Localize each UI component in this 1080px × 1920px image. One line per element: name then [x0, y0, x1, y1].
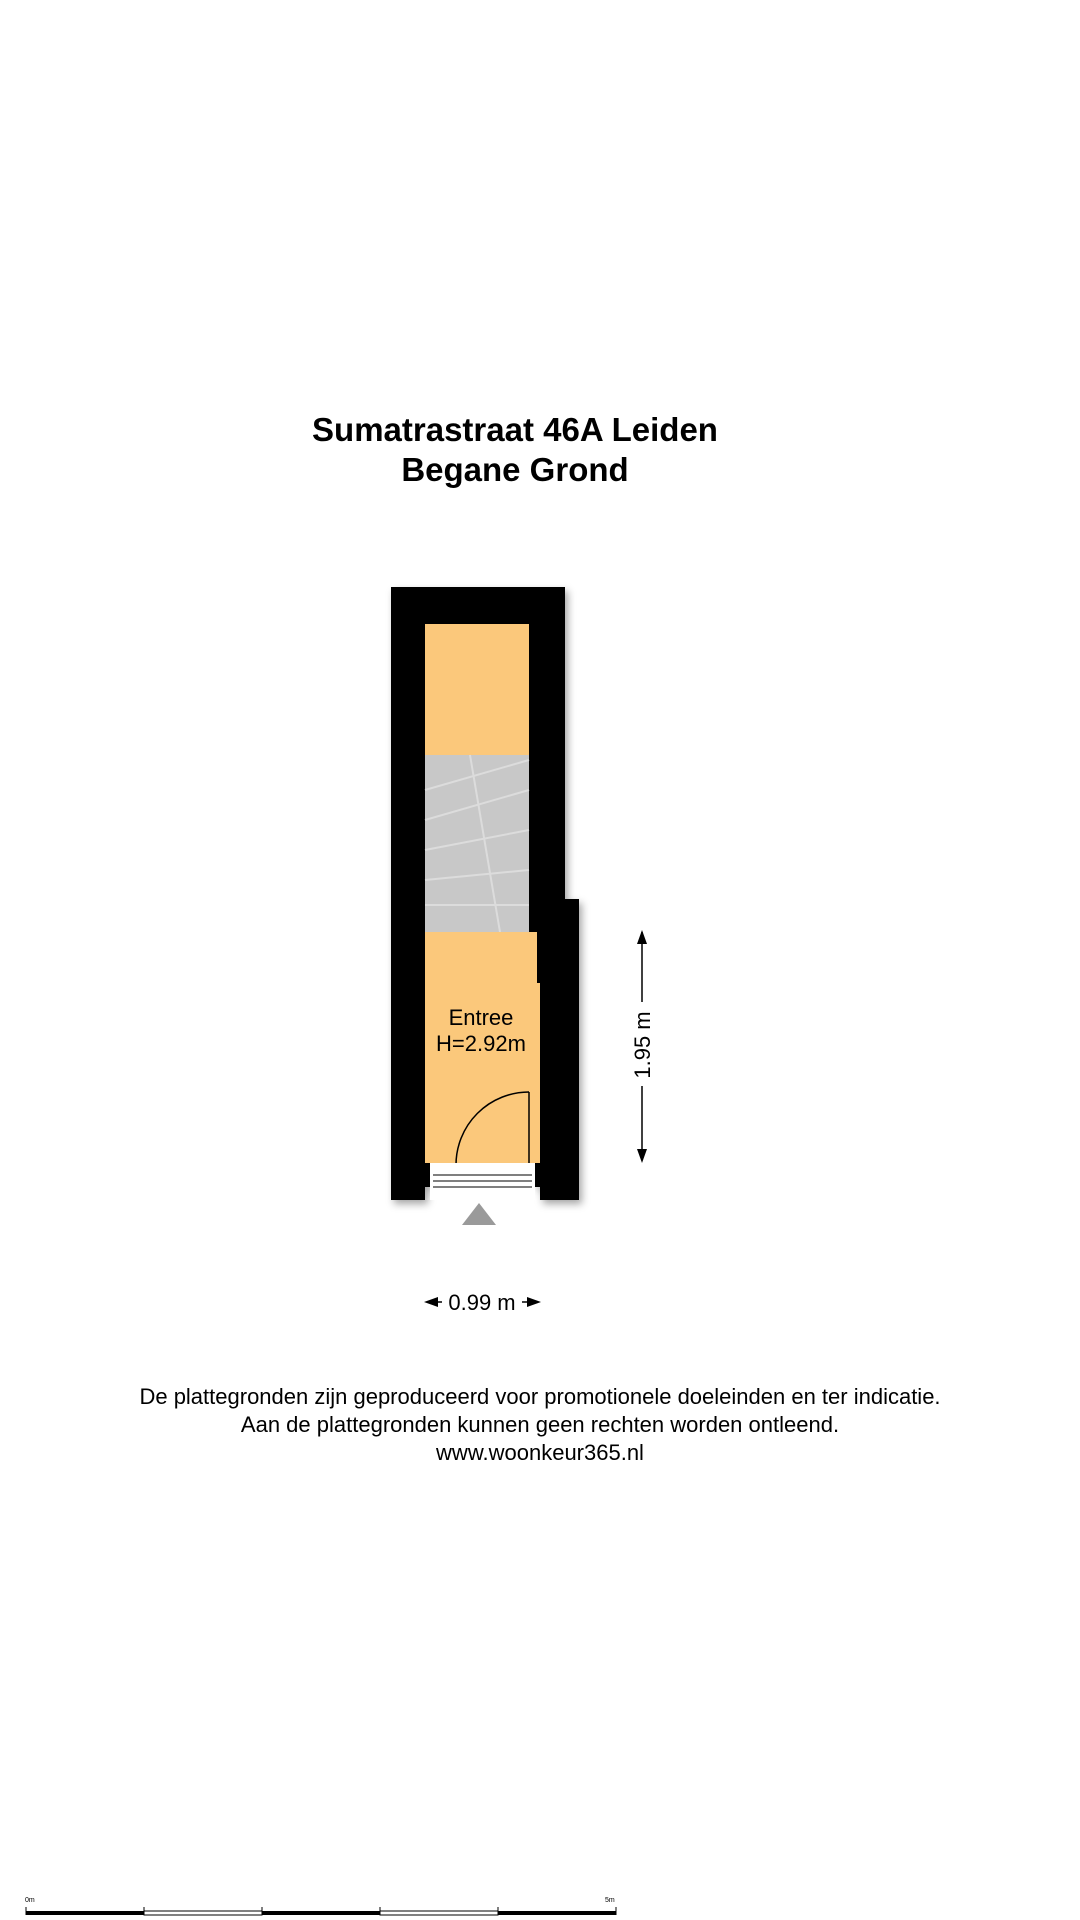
- width-dimension: [424, 1290, 541, 1315]
- room-label-name: Entree: [448, 1005, 514, 1030]
- website-link[interactable]: www.woonkeur365.nl: [436, 1440, 644, 1465]
- disclaimer-line-2: Aan de plattegronden kunnen geen rechten worden ontleend.: [240, 1412, 840, 1437]
- threshold: [430, 1163, 535, 1200]
- scale-bar-end-label: 5m: [605, 1897, 615, 1904]
- scale-bar-segment: [498, 1911, 616, 1915]
- scale-bar-segment: [262, 1911, 380, 1915]
- depth-dimension-label: 1.95 m: [630, 1011, 655, 1079]
- scale-bar-segment: [144, 1911, 262, 1915]
- plan-title-address: Sumatrastraat 46A Leiden: [312, 411, 718, 448]
- plan-title-floor: Begane Grond: [401, 451, 629, 488]
- width-dimension-label: 0.99 m: [448, 1290, 516, 1315]
- entrance-marker-icon: [462, 1203, 496, 1225]
- storage-floor: [425, 624, 529, 755]
- arrow-left-icon: [424, 1297, 438, 1307]
- scale-bar-segment: [380, 1911, 498, 1915]
- room-label-height: H=2.92m: [436, 1031, 526, 1056]
- stairs: [425, 755, 529, 932]
- arrow-right-icon: [527, 1297, 541, 1307]
- disclaimer-line-1: De plattegronden zijn geproduceerd voor promotionele doeleinden en ter indicatie.: [139, 1384, 941, 1409]
- scale-bar-visible: [0, 1892, 1080, 1920]
- scale-bar-segment: [26, 1911, 144, 1915]
- scale-bar-start-label: 0m: [25, 1897, 35, 1904]
- arrow-up-icon: [637, 930, 647, 944]
- arrow-down-icon: [637, 1149, 647, 1163]
- depth-dimension: [630, 930, 655, 1163]
